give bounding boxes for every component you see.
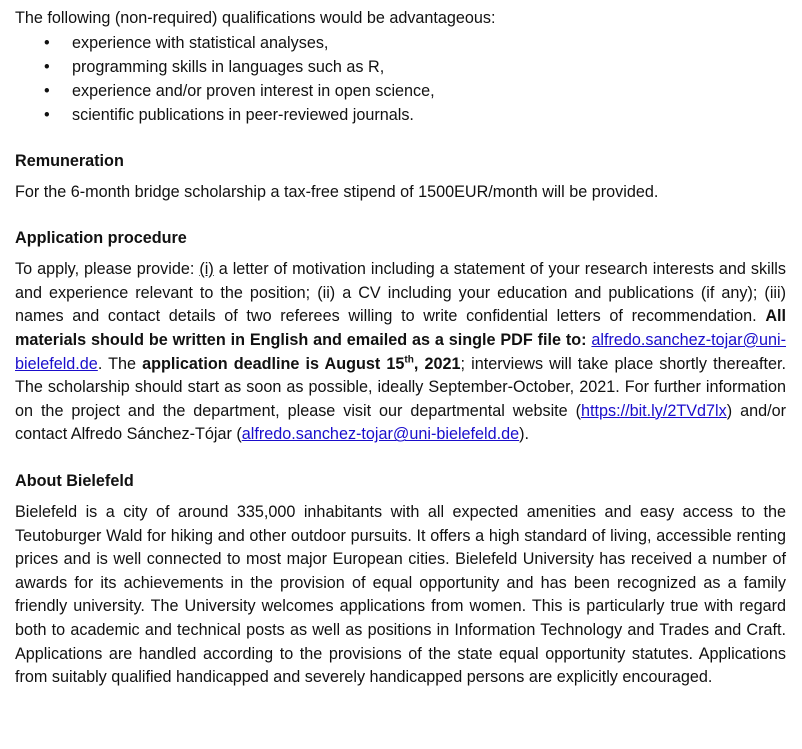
application-text-part: ; interviews will take place shortly thereafter. The scholarship should start as soon as possible, ideally September-October, 2021. For further information on the project and the department, please visit our departmental website ( xyxy=(15,354,786,420)
about-heading: About Bielefeld xyxy=(15,471,134,490)
qualifications-section xyxy=(15,7,786,127)
qualifications-intro: The following (non-required) qualifications would be advantageous: xyxy=(15,9,496,27)
application-heading: Application procedure xyxy=(15,229,187,248)
list-item: • scientific publications in peer-reviewed journals. xyxy=(15,103,786,127)
contact-email-link[interactable]: alfredo.sanchez-tojar@uni-bielefeld.de xyxy=(241,425,520,444)
application-text-part: ). xyxy=(519,425,530,444)
submission-instructions: All materials should be written in English and emailed as a single PDF file to: xyxy=(15,307,786,349)
list-item: • experience with statistical analyses, xyxy=(15,31,786,55)
application-text-part: . The xyxy=(97,354,143,373)
remuneration-section xyxy=(15,149,786,205)
website-link[interactable]: https://bit.ly/2TVd7lx xyxy=(581,401,727,420)
qualifications-list xyxy=(15,31,786,127)
email-link[interactable]: alfredo.sanchez-tojar@uni-bielefeld.de xyxy=(15,330,786,373)
deadline-text: application deadline is August 15th, 2021 xyxy=(142,354,461,373)
roman-numeral-marker: (i) xyxy=(199,260,214,279)
list-item: • programming skills in languages such as R, xyxy=(15,55,786,79)
about-text: Bielefeld is a city of around 335,000 inhabitants with all expected amenities and easy access to the Teutoburger Wald for hiking and other outdoor pursuits. It offers a high standard of living, accessible renting prices and is well connected to most major European cities. Bielefeld University has received a number of awards for its achievements in the provision of equal opportunity and has been recognized as a family friendly university. The University welcomes applications from women. This is particularly true with regard both to academic and technical posts as well as positions in Information Technology and Trades and Craft. Applications are handled according to the provisions of the state equal opportunity statutes. Applications from suitably qualified handicapped and severely handicapped persons are explicitly encouraged. xyxy=(15,502,786,687)
about-section xyxy=(15,469,786,690)
application-text-part: To apply, please provide: xyxy=(15,260,200,279)
application-text-part: a letter of motivation including a statement of your research interests and skills and experience relevant to the position; (ii) a CV including your education and publications (if any); (iii) names and contact details of two referees willing to write confidential letters of recommendation. xyxy=(15,260,786,326)
remuneration-heading: Remuneration xyxy=(15,151,124,170)
application-section xyxy=(15,226,786,447)
application-text xyxy=(15,258,786,447)
application-text-part: ) and/or contact Alfredo Sánchez-Tójar ( xyxy=(15,401,786,444)
ordinal-suffix: th xyxy=(404,354,414,366)
remuneration-text: For the 6-month bridge scholarship a tax-free stipend of 1500EUR/month will be provided. xyxy=(15,182,659,201)
list-item: • experience and/or proven interest in open science, xyxy=(15,79,786,103)
